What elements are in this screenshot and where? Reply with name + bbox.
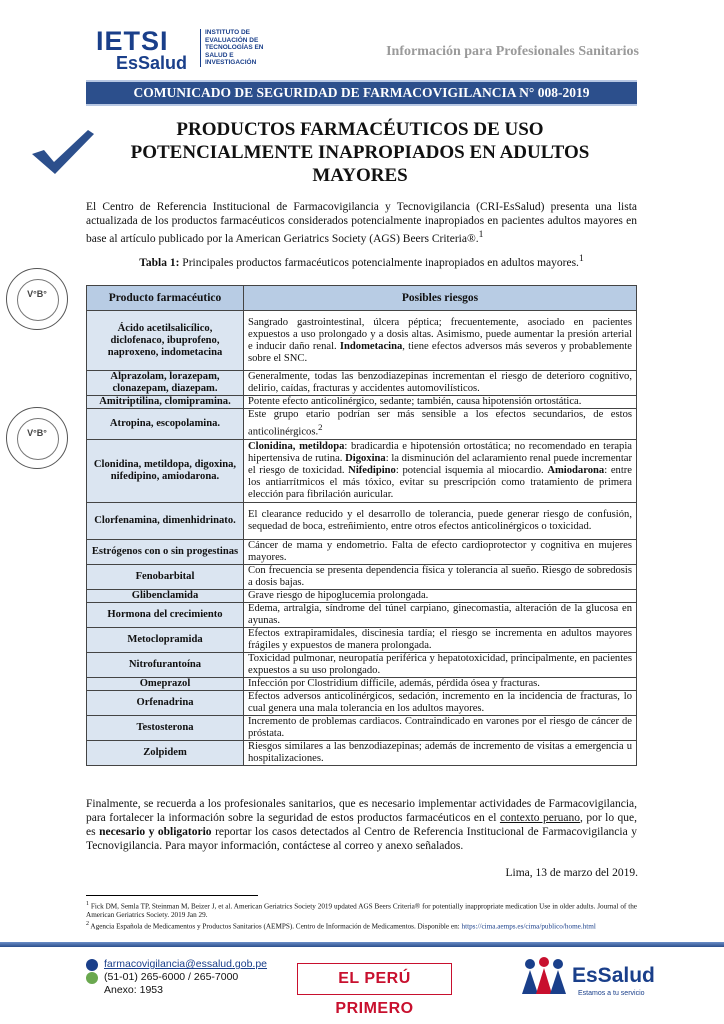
column-header-product: Producto farmacéutico <box>87 286 244 311</box>
product-cell: Estrógenos con o sin progestinas <box>87 539 244 564</box>
text-run: Finalmente, se recuerda a los profesionales sanitarios, que es necesario implementar actividades de Farmacovigilancia, para fortalecer la información sobre la seguridad de estos productos farmacéuticos en el <box>86 798 637 824</box>
text-run: El clearance reducido y el desarrollo de tolerancia, puede generar riesgo de confusión, sequedad de boca, estreñimiento, entre otros efectos anticolinérgicos o toxicidad. <box>248 508 632 532</box>
intro-paragraph: El Centro de Referencia Institucional de Farmacovigilancia y Tecnovigilancia (CRI-EsSalud) presenta una lista actualizada de los productos farmacéuticos considerados potencialmente inapropiados en pacientes adultos mayores en base al artículo publicado por la American Geriatrics Society (AGS) Beers Criteria®.$^1$ <box>86 201 637 245</box>
product-cell: Testosterona <box>87 715 244 740</box>
text-run: Grave riesgo de hipoglucemia prolongada. <box>248 589 429 601</box>
text-run: Edema, artralgia, síndrome del túnel carpiano, ginecomastia, alteración de la glucosa en ayunas. <box>248 602 632 626</box>
essalud-footer-tagline: Estamos a tu servicio <box>578 990 645 997</box>
risk-cell <box>244 409 637 440</box>
risk-cell <box>244 311 637 371</box>
product-cell: Nitrofurantoína <box>87 652 244 677</box>
risk-cell <box>244 677 637 690</box>
product-cell: Omeprazol <box>87 677 244 690</box>
footnote-1: $^1$ Fick DM, Semla TP, Steinman M, Beizer J, et al. American Geriatrics Society 2019 updated AGS Beers Criteria® for potentially inappropriate medication Use in older adults. Journal of the American Geriatrics Society. 2019 Jan 29. <box>86 901 637 920</box>
people-icon <box>520 956 568 996</box>
footnote-divider <box>86 895 258 896</box>
table-row <box>87 715 637 740</box>
text-run: Efectos extrapiramidales, discinesia tardía; el riesgo se incrementa en adultos mayores frágiles y expuestos de manera prolongada. <box>248 627 632 651</box>
text-run: Generalmente, todas las benzodiazepinas incrementan el riesgo de deterioro cognitivo, delirio, caídas, fracturas y accidentes automovilísticos. <box>248 371 632 394</box>
peru-primero-logo: EL PERÚ PRIMERO <box>297 963 452 995</box>
table-row <box>87 502 637 539</box>
product-cell: Hormona del crecimiento <box>87 602 244 627</box>
text-run: , por lo que, es <box>86 812 638 838</box>
approval-stamp: V°B° <box>6 407 68 469</box>
product-cell: Glibenclamida <box>87 589 244 602</box>
table-row <box>87 371 637 396</box>
footnote-2: $^2$ Agencia Española de Medicamentos y Productos Sanitarios (AEMPS). Centro de Información de Medicamentos. Disponible en: https://cima.aemps.es/cima/publico/home.html <box>86 921 596 931</box>
table-row <box>87 690 637 715</box>
text-run: contexto peruano <box>499 812 581 824</box>
risk-cell <box>244 371 637 396</box>
table-header-row <box>87 286 637 311</box>
product-cell: Orfenadrina <box>87 690 244 715</box>
table-row <box>87 602 637 627</box>
risk-cell <box>244 740 637 765</box>
text-run: 2 <box>318 422 323 432</box>
table-row <box>87 652 637 677</box>
product-cell: Atropina, escopolamina. <box>87 409 244 440</box>
text-run: : la disminución del aclaramiento renal puede incrementar el riesgo de toxicidad. <box>248 452 633 476</box>
risk-cell <box>244 602 637 627</box>
table-row <box>87 677 637 690</box>
product-cell: Ácido acetilsalicílico, diclofenaco, ibuprofeno, naproxeno, indometacina <box>87 311 244 371</box>
checkmark-icon <box>30 128 96 176</box>
risk-cell <box>244 539 637 564</box>
phone-icon <box>86 972 98 984</box>
table-caption: Tabla 1: Principales productos farmacéuticos potencialmente inapropiados en adultos mayores.$^1$ <box>139 253 584 269</box>
table-row <box>87 564 637 589</box>
text-run: Riesgos similares a las benzodiazepinas; además de incremento de visitas a emergencia u hospitalizaciones. <box>248 740 632 764</box>
closing-paragraph <box>86 797 637 853</box>
text-run: : entre los antiarrítmicos el más tóxico, evitar su prescripción como tratamiento de primera elección para fibrilación auricular. <box>248 464 632 500</box>
text-run: Sangrado gastrointestinal, úlcera péptica; frecuentemente, asociado en pacientes expuestos a uso prolongado y a dosis altas. Asimismo, puede aumentar la presión arterial e inducir daño renal. <box>248 316 632 352</box>
text-run: reportar los casos detectados al Centro de Referencia Institucional de Farmacovigilancia y Tecnovigilancia. Para mayor información, contáctese al correo y anexo señalados. <box>86 826 637 852</box>
table-row <box>87 439 637 502</box>
table-row <box>87 589 637 602</box>
ietsi-logo <box>96 26 264 73</box>
text-run: Cáncer de mama y endometrio. Falta de efecto cardioprotector y cognitiva en mujeres mayores. <box>248 539 632 563</box>
contact-email-link[interactable]: farmacovigilancia@essalud.gob.pe <box>104 958 268 970</box>
approval-stamp: V°B° <box>6 268 68 330</box>
footnote-link[interactable]: https://cima.aemps.es/cima/publico/home.html <box>461 922 596 931</box>
product-cell: Clonidina, metildopa, digoxina, nifedipino, amiodarona. <box>87 439 244 502</box>
page-title: PRODUCTOS FARMACÉUTICOS DE USO POTENCIALMENTE INAPROPIADOS EN ADULTOS MAYORES <box>130 119 590 186</box>
contact-annex: Anexo: 1953 <box>104 984 163 996</box>
contact-phone: (51-01) 265-6000 / 265-7000 <box>104 971 239 983</box>
logo-institute-text: INSTITUTO DE EVALUACIÓN DE TECNOLOGÍAS EN SALUD E INVESTIGACIÓN <box>200 29 285 67</box>
footnotes <box>86 900 637 932</box>
contact-info <box>86 958 267 997</box>
text-run: necesario y obligatorio <box>99 826 212 838</box>
table-row <box>87 409 637 440</box>
text-run: Con frecuencia se presenta dependencia física y tolerancia al sueño. Riesgo de sobredosis a dosis bajas. <box>248 564 632 588</box>
risk-cell <box>244 396 637 409</box>
text-run: Indometacina <box>339 340 403 352</box>
table-row <box>87 396 637 409</box>
risk-cell <box>244 690 637 715</box>
product-cell: Fenobarbital <box>87 564 244 589</box>
drugs-table <box>86 285 637 766</box>
product-cell: Zolpidem <box>87 740 244 765</box>
product-cell: Clorfenamina, dimenhidrinato. <box>87 502 244 539</box>
text-run: Clonidina, metildopa <box>248 440 345 452</box>
product-cell: Amitriptilina, clomipramina. <box>87 396 244 409</box>
document-date: Lima, 13 de marzo del 2019. <box>505 867 638 879</box>
product-cell: Alprazolam, lorazepam, clonazepam, diazepam. <box>87 371 244 396</box>
text-run: Efectos adversos anticolinérgicos, sedación, incremento en la incidencia de fracturas, lo cual genera una mala tolerancia en los adultos mayores. <box>248 690 632 714</box>
text-run: : bradicardia e hipotensión ortostática; no recomendado en terapia hipertensiva de rutina. <box>248 440 632 464</box>
table-row <box>87 627 637 652</box>
header-right-title: Información para Profesionales Sanitarios <box>386 44 639 59</box>
table-body <box>87 311 637 766</box>
bulletin-banner: COMUNICADO DE SEGURIDAD DE FARMACOVIGILANCIA N° 008-2019 <box>86 80 637 106</box>
text-run: Este grupo etario podrían ser más sensible a los efectos secundarios, de estos anticolinérgicos. <box>248 409 632 438</box>
text-run: Nifedipino <box>348 464 396 476</box>
risk-cell <box>244 715 637 740</box>
text-run: Infección por Clostridium difficile, además, pérdida ósea y fracturas. <box>248 677 540 689</box>
footer-band <box>0 942 724 947</box>
text-run: Incremento de problemas cardiacos. Contraindicado en varones por el riesgo de cáncer de próstata. <box>248 715 632 739</box>
text-run: Amiodarona <box>547 464 605 476</box>
logo-essalud-text: EsSalud <box>116 53 188 73</box>
logo-ietsi-text: IETSI <box>96 26 169 56</box>
table-row <box>87 740 637 765</box>
risk-cell <box>244 439 637 502</box>
essalud-footer-name: EsSalud <box>572 964 655 987</box>
text-run: Toxicidad pulmonar, neuropatía periférica y hepatotoxicidad, principalmente, en pacientes expuestos a su uso prolongado. <box>248 652 632 676</box>
risk-cell <box>244 502 637 539</box>
email-icon <box>86 959 98 971</box>
risk-cell <box>244 589 637 602</box>
product-cell: Metoclopramida <box>87 627 244 652</box>
table-row <box>87 311 637 371</box>
text-run: Digoxina <box>345 452 386 464</box>
risk-cell <box>244 564 637 589</box>
text-run: Potente efecto anticolinérgico, sedante; también, causa hipotensión ortostática. <box>248 396 582 407</box>
column-header-risks: Posibles riesgos <box>244 286 637 311</box>
essalud-footer-logo <box>520 956 655 1001</box>
text-run: : potencial isquemia al miocardio. <box>395 464 548 476</box>
risk-cell <box>244 652 637 677</box>
table-row <box>87 539 637 564</box>
risk-cell <box>244 627 637 652</box>
text-run: , tiene efectos adversos más severos y probablemente sobre el SNC. <box>248 340 632 364</box>
